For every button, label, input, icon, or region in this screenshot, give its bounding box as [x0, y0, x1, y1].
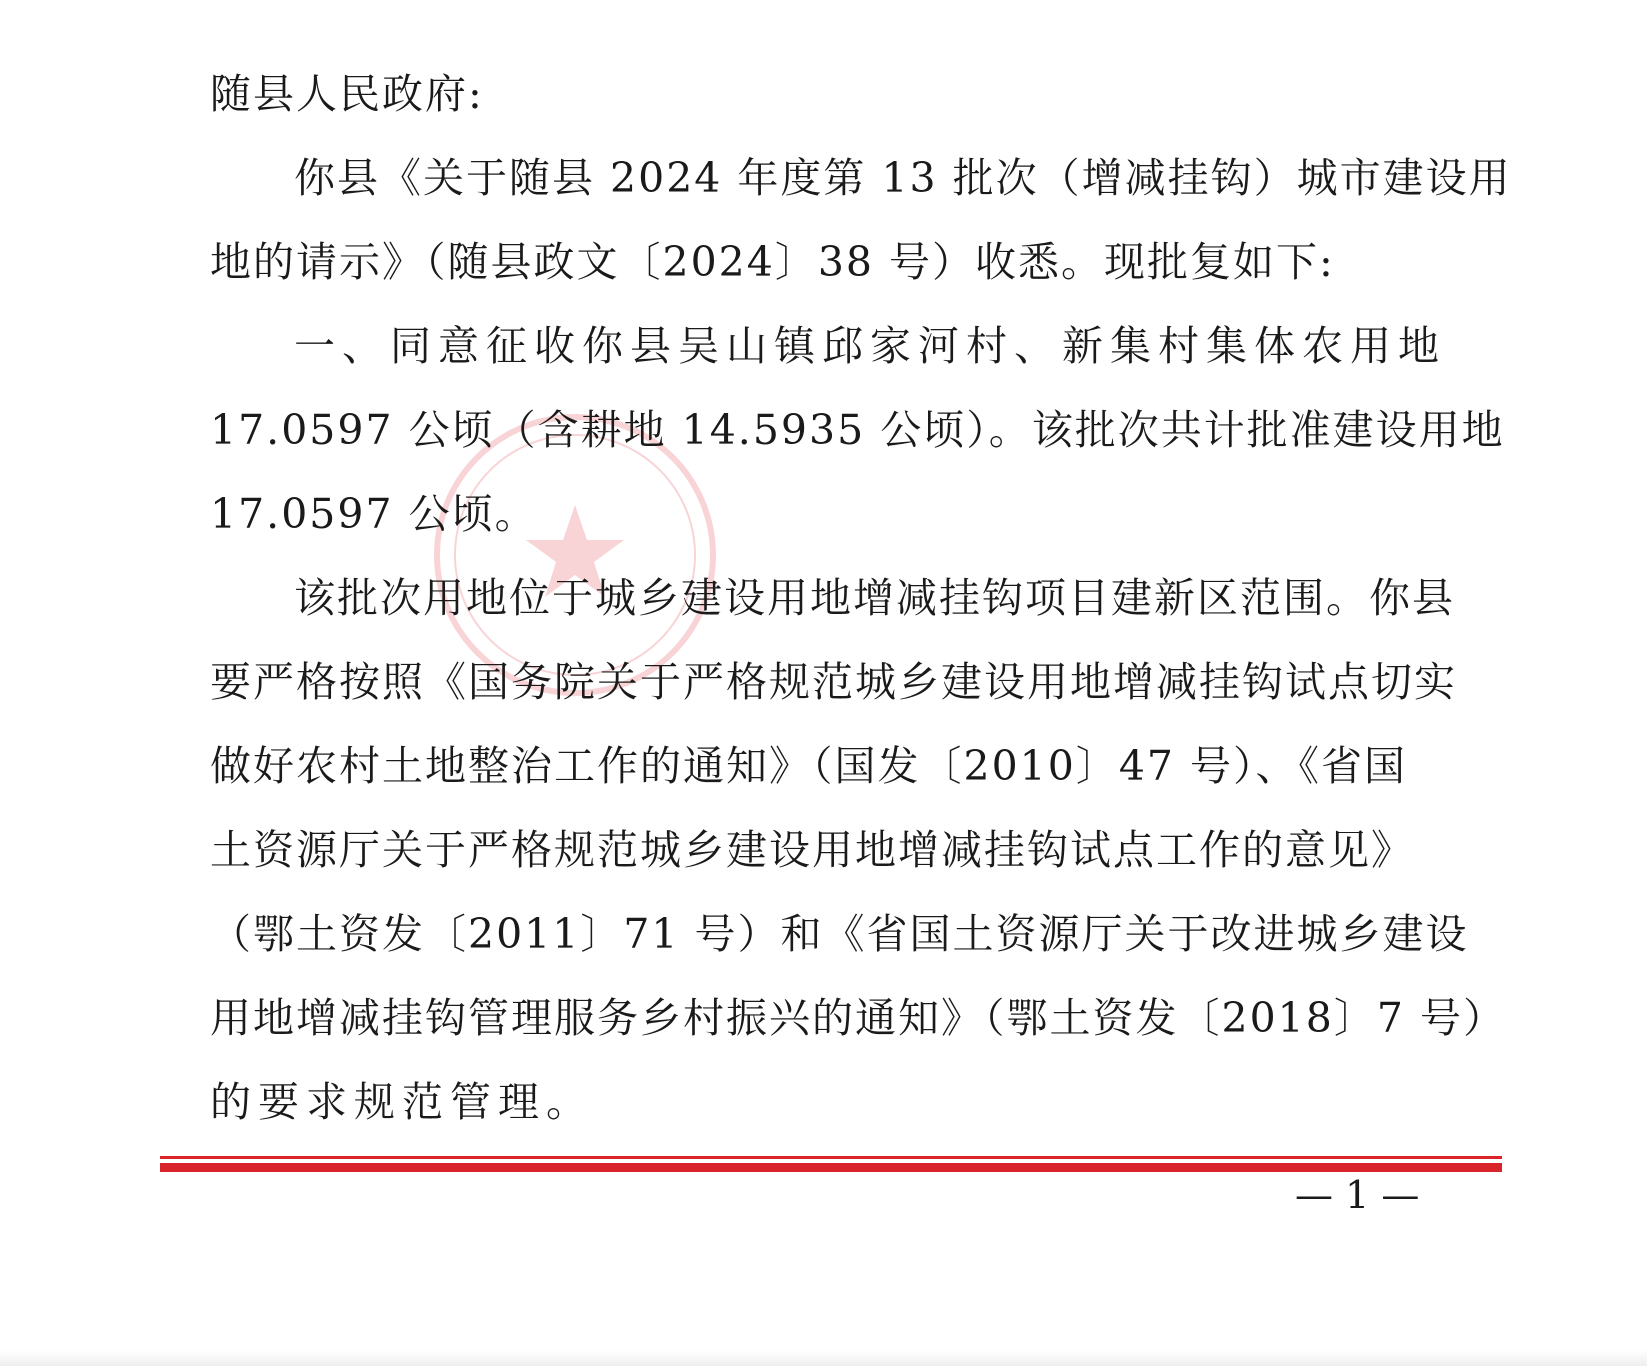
- paragraph-1-line-1: 你县《关于随县 2024 年度第 13 批次（增减挂钩）城市建设用: [294, 154, 1512, 202]
- paragraph-3-line-1: 该批次用地位于城乡建设用地增减挂钩项目建新区范围。你县: [294, 574, 1455, 622]
- paragraph-3-line-2: 要严格按照《国务院关于严格规范城乡建设用地增减挂钩试点切实: [210, 658, 1457, 706]
- page-number: — 1 —: [1295, 1173, 1420, 1217]
- footer-rule-thin: [160, 1156, 1502, 1159]
- paragraph-2-line-3: 17.0597 公顷。: [210, 490, 538, 538]
- paragraph-3-line-7: 的要求规范管理。: [210, 1078, 594, 1126]
- salutation: 随县人民政府:: [210, 70, 484, 118]
- paragraph-2-line-2: 17.0597 公顷（含耕地 14.5935 公顷）。该批次共计批准建设用地: [210, 406, 1505, 454]
- paragraph-2-line-1: 一、同意征收你县吴山镇邱家河村、新集村集体农用地: [294, 322, 1446, 370]
- paragraph-3-line-4: 土资源厅关于严格规范城乡建设用地增减挂钩试点工作的意见》: [210, 826, 1414, 874]
- scan-edge: [0, 1350, 1647, 1366]
- paragraph-3-line-5: （鄂土资发〔2011〕71 号）和《省国土资源厅关于改进城乡建设: [210, 910, 1469, 958]
- paragraph-3-line-6: 用地增减挂钩管理服务乡村振兴的通知》（鄂土资发〔2018〕7 号）: [210, 994, 1506, 1042]
- paragraph-1-line-2: 地的请示》（随县政文〔2024〕38 号）收悉。现批复如下:: [210, 238, 1335, 286]
- letter-body: [210, 52, 1512, 1144]
- paragraph-3-line-3: 做好农村土地整治工作的通知》（国发〔2010〕47 号）、《省国: [210, 742, 1408, 790]
